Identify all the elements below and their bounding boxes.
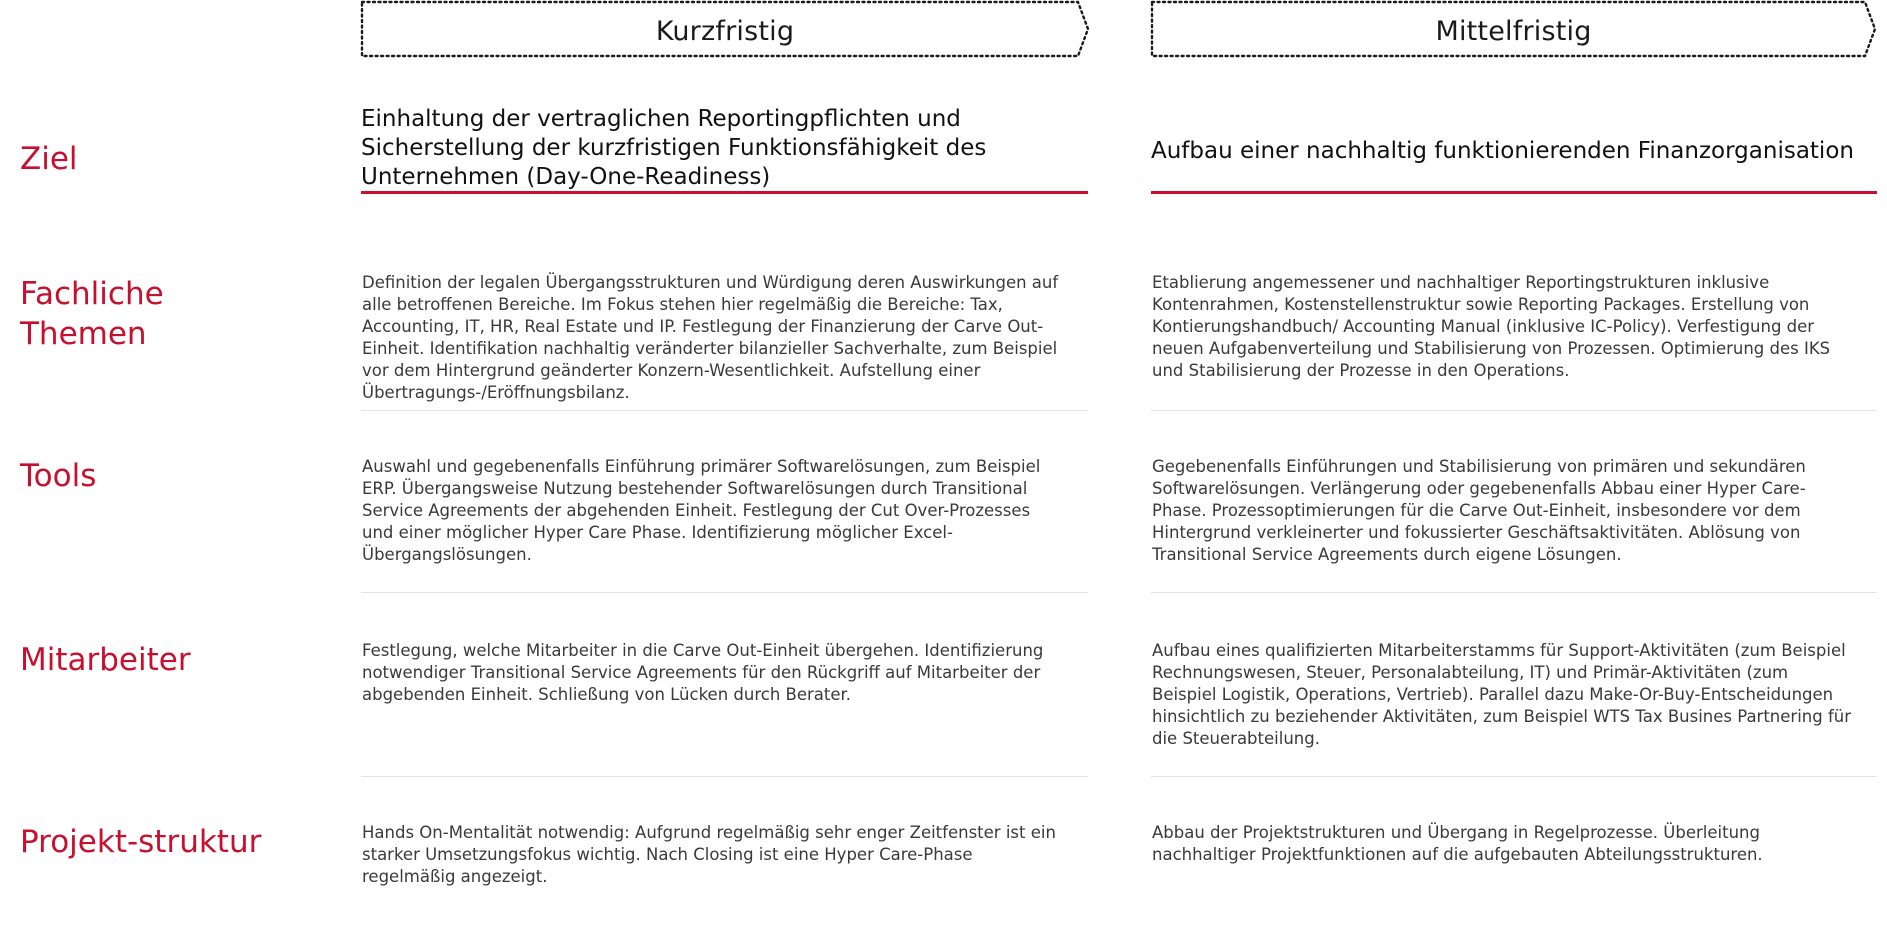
row-divider [1151,776,1877,777]
cell-projektstruktur-kurzfristig: Hands On-Mentalität notwendig: Aufgrund regelmäßig sehr enger Zeitfenster ist ein starker Umsetzungsfokus wichtig. Nach Closing ist eine Hyper Care-Phase regelmäßig angezeigt. [362,823,1056,886]
cell-tools-mittelfristig: Gegebenenfalls Einführungen und Stabilisierung von primären und sekundären Softwarelösungen. Verlängerung oder gegebenenfalls Abbau einer Hyper Care- Phase. Prozessoptimierungen für die Carve Out-Einheit, insbesondere vor dem Hintergrund verkleinerter und fokussierter Geschäftsaktivitäten. Ablösung von Transitional Service Agreements durch eigene Lösungen. [1152,457,1806,564]
cell-fachliche-themen-mittelfristig: Etablierung angemessener und nachhaltiger Reportingstrukturen inklusive Kontenrahmen, Kostenstellenstruktur sowie Reporting Packages. Erstellung von Kontierungshandbuch/ Accounting Manual (inklusive IC-Policy). Verfestigung der neuen Aufgabenverteilung und Stabilisierung von Prozessen. Optimierung des IKS und Stabilisierung der Prozesse in den Operations. [1152,273,1831,380]
column-header-kurzfristig [360,0,1090,58]
cell-fachliche-themen-kurzfristig: Definition der legalen Übergangsstrukturen und Würdigung deren Auswirkungen auf alle betroffenen Bereiche. Im Fokus stehen hier regelmäßig die Bereiche: Tax, Accounting, IT, HR, Real Estate und IP. Festlegung der Finanzierung der Carve Out- Einheit. Identifikation nachhaltig veränderter bilanzieller Sachverhalte, zum Beispiel vor dem Hintergrund geänderter Konzern-Wesentlichkeit. Aufstellung einer Übertragungs-/Eröffnungsbilanz. [362,273,1059,402]
goal-mittelfristig: Aufbau einer nachhaltig funktionierenden Finanzorganisation [1151,138,1854,164]
row-label-ziel: Ziel [20,141,78,177]
cell-mitarbeiter-mittelfristig: Aufbau eines qualifizierten Mitarbeiterstamms für Support-Aktivitäten (zum Beispiel Rechnungswesen, Steuer, Personalabteilung, IT) und Primär-Aktivitäten (zum Beispiel Logistik, Operations, Vertrieb). Parallel dazu Make-Or-Buy-Entscheidungen hinsichtlich zu beziehender Aktivitäten, zum Beispiel WTS Tax Busines Partnering für die Steuerabteilung. [1152,641,1852,748]
row-divider [361,410,1088,411]
row-divider [361,592,1088,593]
row-label-projektstruktur: Projekt-struktur [20,824,262,860]
row-label-tools: Tools [20,458,97,494]
cell-tools-kurzfristig: Auswahl und gegebenenfalls Einführung primärer Softwarelösungen, zum Beispiel ERP. Übergangsweise Nutzung bestehender Softwarelösungen durch Transitional Service Agreements der abgehenden Einheit. Festlegung der Cut Over-Prozesses und einer möglicher Hyper Care Phase. Identifizierung möglicher Excel- Übergangslösungen. [362,457,1041,564]
cell-mitarbeiter-kurzfristig: Festlegung, welche Mitarbeiter in die Carve Out-Einheit übergehen. Identifizierung notwendiger Transitional Service Agreements für den Rückgriff auf Mitarbeiter der abgebenden Einheit. Schließung von Lücken durch Berater. [362,641,1044,704]
row-label-fachliche-themen: Fachliche Themen [20,276,164,352]
goal-underline [361,191,1088,194]
cell-projektstruktur-mittelfristig: Abbau der Projektstrukturen und Übergang in Regelprozesse. Überleitung nachhaltiger Projektfunktionen auf die aufgebauten Abteilungsstrukturen. [1152,823,1763,864]
row-divider [361,776,1088,777]
row-divider [1151,410,1877,411]
row-label-mitarbeiter: Mitarbeiter [20,642,191,678]
row-divider [1151,592,1877,593]
goal-kurzfristig: Einhaltung der vertraglichen Reportingpflichten und Sicherstellung der kurzfristigen Funktionsfähigkeit des Unternehmen (Day-One-Readiness) [361,106,987,190]
column-header-label: Kurzfristig [655,16,795,47]
goal-underline [1151,191,1877,194]
column-header-mittelfristig [1150,0,1877,58]
column-header-label: Mittelfristig [1435,16,1592,47]
